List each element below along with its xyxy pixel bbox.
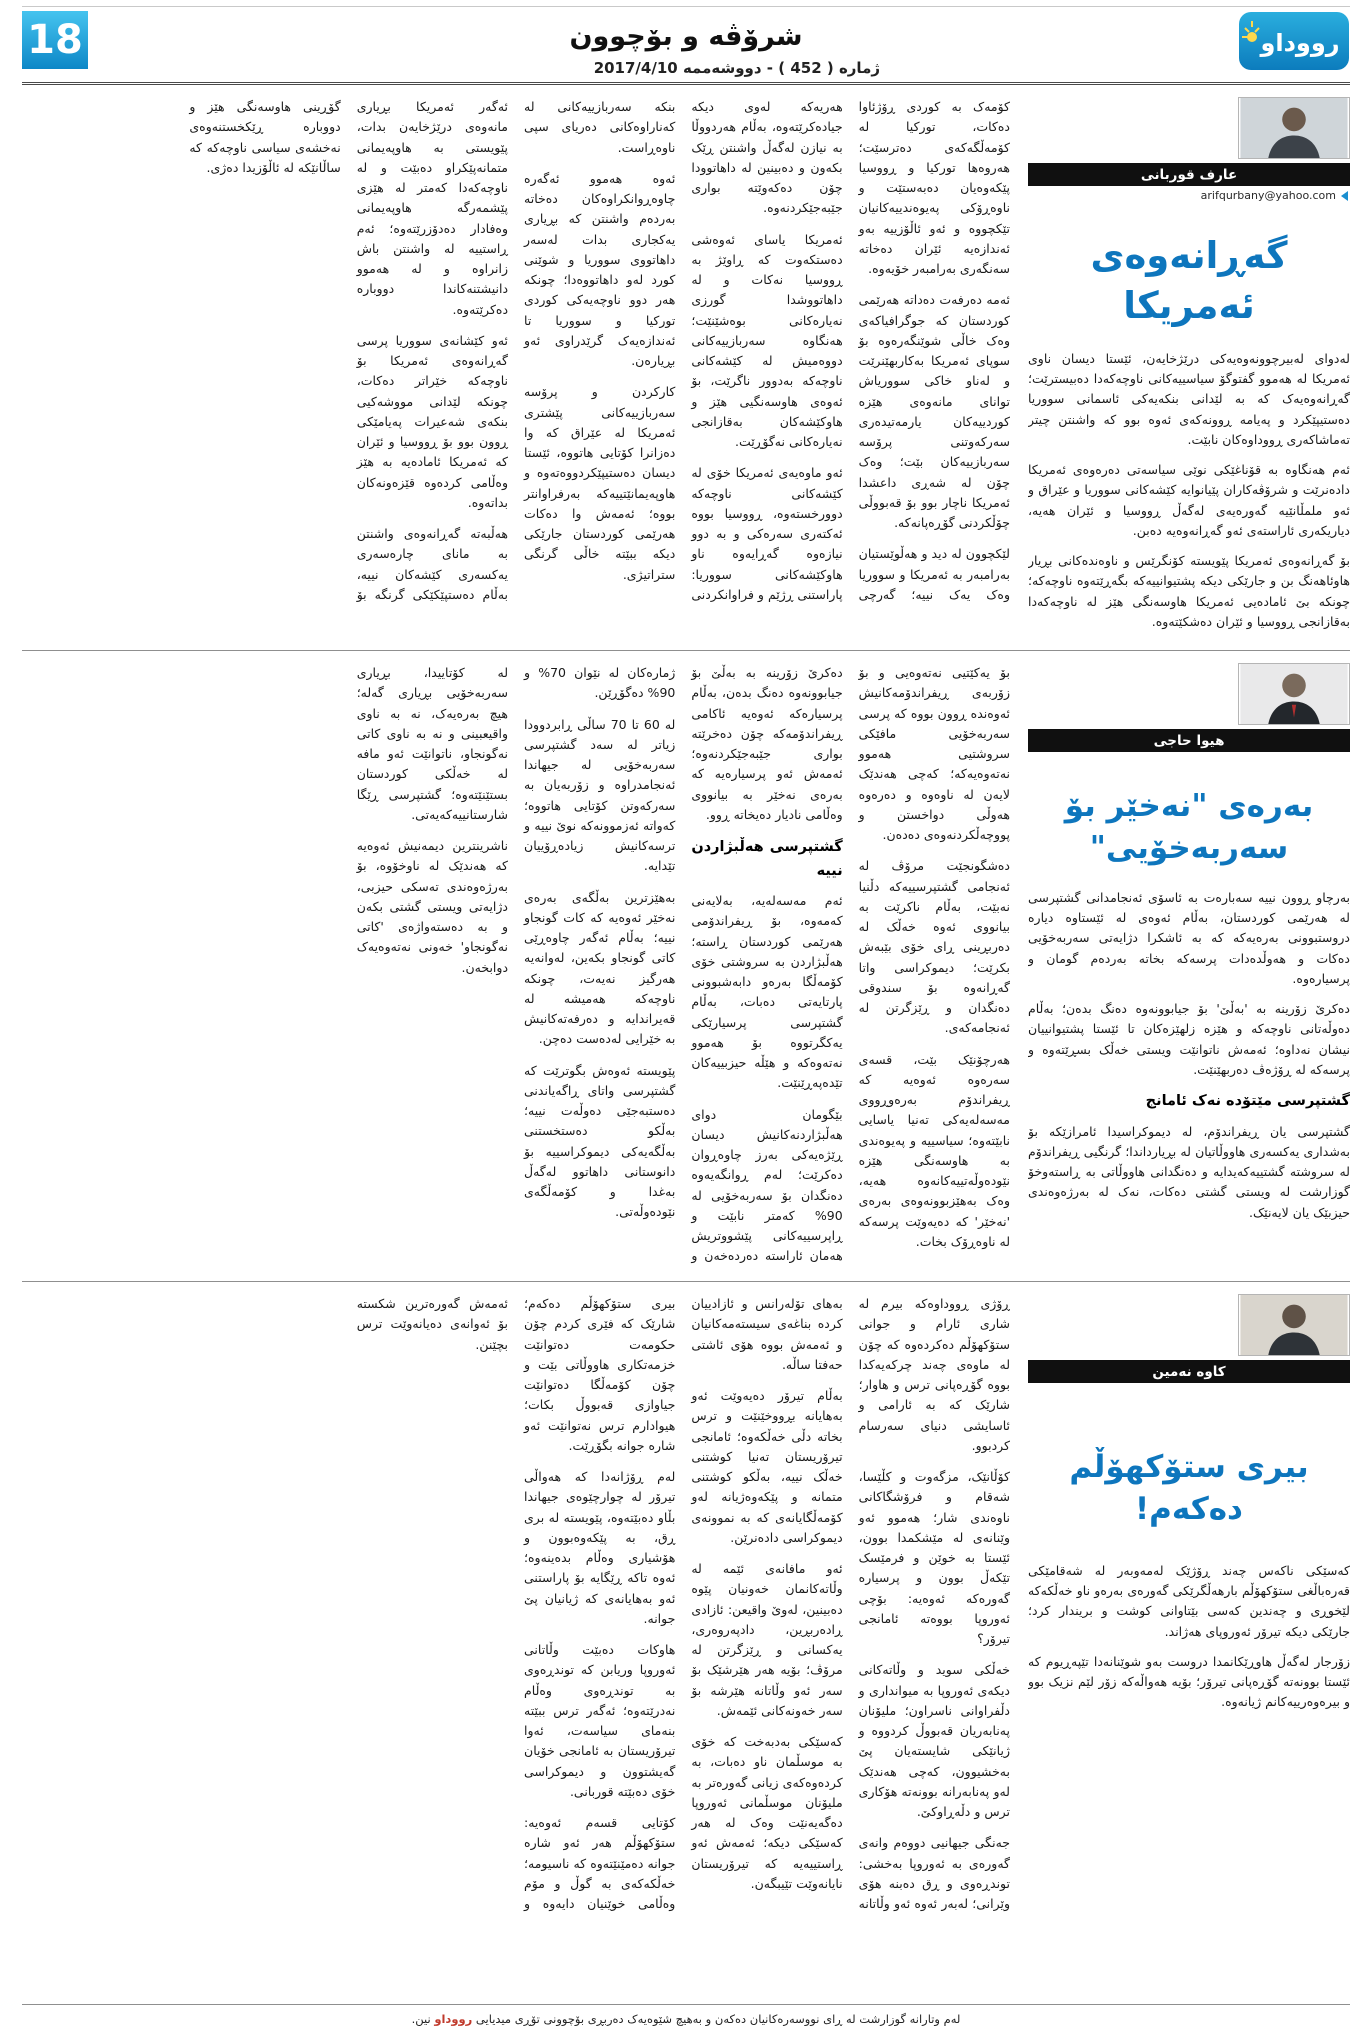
person-silhouette-icon bbox=[1239, 1295, 1349, 1355]
lead-paragraph: لەدوای لەبیرچوونەوەیەکی درێژخایەن، ئێستا دیسان ناوی ئەمریکا لە هەموو گفتوگۆ سیاسییەکانی ناوچەکەدا دەبیسترێت؛ گەڕانەوەیەک کە بە لێدانی بنکەیەکی ئاسمانی سووریا دەستیپێکرد و پەیامە ڕوونەکەی ئەوە بوو کە واشنتن چیتر تەماشاکەری ڕووداوەکان نابێت. bbox=[1028, 350, 1350, 447]
lead-paragraph: بەرچاو ڕوون نییە سەبارەت بە ئاسۆی ئەنجامدانی گشتپرسی لە هەرێمی کوردستان، بەڵام ئەوەی لە ئێستاوە دیارە دروستبوونی بەرەیەکە کە بە ئاشکرا دژایەتی سەربەخۆیی دەکات و هەوڵدەدات پرسەکە بخاتە بەردەم گومان و پرسیارەوە. bbox=[1028, 889, 1350, 986]
page-number: 18 bbox=[22, 11, 88, 69]
lead-paragraph: کەسێکی ناکەس چەند ڕۆژێک لەمەوبەر لە شەقامێکی قەرەباڵغی ستۆکهۆڵم بارهەڵگرێکی گەورەی بەرەو ناو خەڵکەکە لێخوڕی و چەندین کەسی بێتاوانی کوشت و بریندار کرد؛ جارێکی دیکە تیرۆر ئەوروپای هەژاند. bbox=[1028, 1562, 1350, 1639]
body-paragraph: کۆمەک بە کوردی ڕۆژئاوا دەکات، تورکیا لە کۆمەڵگەکەی دەترسێت؛ هەروەها تورکیا و ڕووسیا پێکەوەیان دەبەستێت و ناوەڕۆکی پەیوەندییەکانیان تێکچووە و ئەو ئاڵۆزییە بەو ئەندازەیە ئێران دەخاتە سەنگەری بەرامبەر خۆیەوە. bbox=[858, 99, 1010, 276]
body-paragraph: بێگومان دوای هەڵبژاردنەکانیش دیسان ڕێژەیەکی بەرز چاوەڕوان دەکرێت؛ لەم ڕوانگەیەوە دەنگدان بۆ سەربەخۆیی لە 90% کەمتر نابێت و ڕاپرسییەکانی پێشووتریش هەمان ئاراستە دەردەخەن و ژمارەکان لە نێوان 70% و 90% دەگۆڕێن. bbox=[524, 665, 843, 1264]
footer-text: نین. bbox=[411, 2012, 435, 2026]
body-paragraph: بیری ستۆکهۆڵم دەکەم؛ شارێک کە فێری کردم چۆن حکومەت دەتوانێت خزمەتکاری هاووڵاتی بێت و چۆن کۆمەڵگا دەتوانێت جیاوازی قەبووڵ بکات؛ هیوادارم ترس نەتوانێت ئەو شارە جوانە بگۆڕێت. bbox=[524, 1296, 676, 1453]
article-1-head bbox=[1028, 97, 1350, 642]
lead-paragraph: گشتپرسی یان ڕیفراندۆم، لە دیموکراسیدا ئامرازێکە بۆ بەشداری یەکسەری هاووڵاتیان لە بڕیارداندا؛ گرنگیی ڕیفراندۆم لە سروشتە گشتییەکەیدایە و دەنگدانی هاووڵاتی بە ڕاستەوخۆ گوزارشت لە ویستی گشتی دەکات، نەک لە بەرژەوەندی حیزبێک یان لایەنێک. bbox=[1028, 1123, 1350, 1220]
article-3-head bbox=[1028, 1294, 1350, 1934]
author-photo-hiwa bbox=[1238, 663, 1350, 725]
lead-paragraph: دەکرێ زۆرینە بە 'بەڵێ' بۆ جیابوونەوە دەنگ بدەن؛ بەڵام دەوڵەتانی ناوچەکە و هێزە زلهێزەکان تا ئێستا پشتیوانییان نیشان نەداوە؛ ئەمەش ناتوانێت ویستی خەڵک بسڕێتەوە و پرسەکە لە ڕۆژەڤ دەربهێنێت. bbox=[1028, 1001, 1350, 1077]
body-paragraph: هەڵبەتە گەڕانەوەی واشنتن بە مانای چارەسەری یەکسەری کێشەکان نییە، بەڵام دەستپێکێکی گرنگە بۆ گۆڕینی هاوسەنگی هێز و دووبارە ڕێکخستنەوەی نەخشەی سیاسی ناوچەکە کە ساڵانێکە لە ئاڵۆزیدا دەژی. bbox=[189, 99, 509, 602]
article-2-head bbox=[1028, 663, 1350, 1273]
article-1-body bbox=[22, 97, 1010, 617]
author-photo-kawa bbox=[1238, 1294, 1350, 1356]
article-2-body bbox=[22, 663, 1010, 1273]
body-paragraph: کەسێکی بەدبەخت کە خۆی بە موسڵمان ناو دەبات، بە کردەوەکەی زیانی گەورەتر بە ملیۆنان موسڵمانی ئەوروپا دەگەیەنێت وەک لە هەر کەسێکی دیکە؛ ئەمەش ئەو ڕاستییەیە کە تیرۆریستان نایانەوێت تێیبگەن. bbox=[691, 1734, 843, 1891]
footer-brand: رووداو bbox=[434, 2012, 473, 2026]
author-email-row bbox=[1028, 186, 1350, 205]
svg-text:رووداو: رووداو bbox=[1260, 29, 1340, 57]
body-paragraph: بەڵام تیرۆر دەیەوێت ئەو بەهایانە بڕووخێنێت و ترس بخاتە دڵی خەڵکەوە؛ ئامانجی تیرۆریستان تەنیا کوشتنی خەڵک نییە، بەڵکو کوشتنی متمانە و پێکەوەژیانە لەو کۆمەڵگایانەی کە بە نموونەی دیموکراسی دادەنرێن. bbox=[691, 1388, 843, 1545]
body-paragraph: ناشرینترین دیمەنیش ئەوەیە کە هەندێک لە ناوخۆوە، بۆ بەرژەوەندی تەسکی حیزبی، دژایەتی ویستی گشتی بکەن و بە دەستەواژەی 'کاتی نەگونجاو' خەونی نەتەوەیەک دوابخەن. bbox=[356, 838, 509, 975]
body-paragraph: بۆ یەکێتیی نەتەوەیی و بۆ زۆربەی ڕیفراندۆمەکانیش ئەوەندە ڕوون بووە کە پرسی سەربەخۆیی مافێکی سروشتیی هەموو نەتەوەیەکە؛ کەچی هەندێک لایەن لە ناوەوە و دەرەوە هەوڵی دواخستن و پووچەڵکردنەوەی دەدەن. bbox=[858, 665, 1010, 843]
headline-line-1: بەرەی "نەخێر بۆ bbox=[1064, 788, 1314, 825]
author-name: عارف قوربانی bbox=[1140, 166, 1238, 183]
author-photo-arif bbox=[1238, 97, 1350, 159]
author-name-bar bbox=[1028, 729, 1350, 752]
page-footer bbox=[22, 2004, 1350, 2026]
article-3-body bbox=[22, 1294, 1010, 1934]
lead-paragraph: بۆ گەڕانەوەی ئەمریکا پێویستە کۆنگرێس و ناوەندەکانی بڕیار هاوئاهەنگ بن و جارێکی دیکە پشتیوانییەکە بگەڕێتەوە ناوچەکە؛ چونکە بێ ئامادەیی ئەمریکا هاوسەنگی هێز لە ناوچەکەدا بەقازانجی ڕووسیا و ئێران دەشکێتەوە. bbox=[1028, 553, 1350, 629]
body-paragraph: لەم ڕۆژانەدا کە هەواڵی تیرۆر لە چوارچێوەی جیهاندا بڵاو دەبێتەوە، پێویستە لە بری ڕق، بە پێکەوەبوون و هۆشیاری وەڵام بدەینەوە؛ ئەوە تاکە ڕێگایە بۆ پاراستنی ئەو بەهایانەی کە ژیانیان پێ جوانە. bbox=[524, 1469, 676, 1626]
rudaw-logo bbox=[1238, 11, 1350, 75]
section-title: شرۆڤە و بۆچوون bbox=[569, 21, 803, 52]
lead-paragraph: زۆرجار لەگەڵ هاوڕێکانمدا دروست بەو شوێنانەدا تێپەڕیوم کە ئێستا بوونەتە گۆڕەپانی تیرۆر؛ بۆیە هەواڵەکە زۆر لێم نزیک بوو و بیرەوەرییەکانم ژیانەوە. bbox=[1028, 1653, 1350, 1710]
author-name: کاوە نەمین bbox=[1152, 1363, 1226, 1380]
body-paragraph: جەنگی جیهانیی دووەم وانەی گەورەی بە ئەوروپا بەخشی: توندڕەوی و ڕق دەبنە هۆی وێرانی؛ لەبەر ئەوە ئەو وڵاتانە بەهای تۆلەرانس و ئازادییان کردە بناغەی سیستەمەکانیان و ئەمەش بووە هۆی ئاشتی حەفتا ساڵە. bbox=[691, 1296, 1010, 1912]
body-paragraph: لە کۆتاییدا، بڕیاری سەربەخۆیی بڕیاری گەلە؛ هیچ بەرەیەک، نە بە ناوی واقیعبینی و نە بە ناوی کاتی نەگونجاو، ناتوانێت ئەو مافە لە خەڵکی کوردستان بستێنێتەوە؛ گشتپرسی ڕێگا شارستانییەکەیەتی. bbox=[356, 665, 509, 822]
body-paragraph: پێویستە ئەوەش بگوترێت کە گشتپرسی واتای ڕاگەیاندنی دەستبەجێی دەوڵەت نییە؛ بەڵکو دەستخستنی بەڵگەیەکی دیموکراسییە بۆ دانوستانی داهاتوو لەگەڵ بەغدا و کۆمەڵگەی نێودەوڵەتی. bbox=[524, 1062, 676, 1220]
article-headline bbox=[1032, 786, 1346, 870]
author-name-bar bbox=[1028, 1360, 1350, 1383]
article-lead bbox=[1028, 888, 1350, 1223]
author-name-bar bbox=[1028, 163, 1350, 186]
article-headline: گەڕانەوەی ئەمریکا bbox=[1090, 234, 1288, 327]
body-paragraph: ئەو ماوەیەی ئەمریکا خۆی لە کێشەکانی ناوچەکە دوورخستەوە، ڕووسیا بووە ئەکتەری سەرەکی و بە دوو نیازەوە گەڕایەوە ناو هاوکێشەکانی سووریا: پاراستنی ڕژێم و فراوانکردنی بنکە سەربازییەکانی لە کەناراوەکانی دەریای سپی ناوەڕاست. bbox=[524, 99, 843, 602]
author-name: هیوا حاجی bbox=[1153, 732, 1225, 749]
body-subhead: گشتپرسی هەڵبژاردن نییە bbox=[691, 839, 843, 879]
headline-line-2: سەربەخۆیی" bbox=[1089, 829, 1289, 866]
body-paragraph: ئەو کێشانەی سووریا پرسی گەڕانەوەی ئەمریکا بۆ ناوچەکە خێراتر دەکات، چونکە لێدانی مووشەکیی بنکەی شەعیرات پەیامێکی ڕوون بوو بۆ ڕووسیا و ئێران کە ئەمریکا ئامادەیە بە هێز وەڵامی کردەوە قێزەونەکان بداتەوە. bbox=[356, 332, 509, 510]
article-stockholm bbox=[22, 1282, 1350, 1942]
article-lead bbox=[1028, 349, 1350, 632]
issue-date-line: ژمارە ( 452 ) - دووشەممە 2017/4/10 bbox=[593, 59, 880, 77]
body-paragraph: ئەو مافانەی ئێمە لە وڵاتەکانمان خەونیان پێوە دەبینین، لەوێ واقیعن: ئازادی ڕادەربڕین، دادپەروەری، یەکسانی و ڕێزگرتن لە مرۆڤ؛ بۆیە هەر هێرشێک بۆ سەر ئەو وڵاتانە هێرشە بۆ سەر خەونەکانی ئێمەش. bbox=[691, 1561, 843, 1718]
body-paragraph: لێکچوون لە دید و هەڵوێستیان بەرامبەر بە ئەمریکا و سووریا وەک یەک نییە؛ گەرچی هەریەکە لەوی دیکە جیادەکرێتەوە، بەڵام هەردووڵا بە نیازن لەگەڵ واشنتن ڕێک بکەون و دەبینین لە داهاتوودا چۆن دەکەوێتە بواری جێبەجێکردنەوە. bbox=[691, 99, 1010, 602]
article-lead bbox=[1028, 1561, 1350, 1713]
author-email[interactable]: arifqurbany@yahoo.com bbox=[1200, 189, 1336, 202]
body-paragraph: هاوکات دەبێت وڵاتانی ئەوروپا وریابن کە توندڕەوی بە توندڕەوی وەڵام نەدرێتەوە؛ ئەگەر ترس ببێتە بنەمای سیاسەت، ئەوا تیرۆریستان بە ئامانجی خۆیان گەیشتوون و دیموکراسی خۆی دەبێتە قوربانی. bbox=[524, 1642, 676, 1799]
arrow-icon bbox=[1341, 191, 1348, 201]
body-paragraph: ئەگەر ئەمریکا بڕیاری مانەوەی درێژخایەن بدات، پێویستی بە هاوپەیمانی متمانەپێکراو دەبێت و لە ناوچەکەدا کەمتر لە هێزی پێشمەرگە هاوپەیمانی وەفادار دەدۆزرێتەوە؛ ئەم ڕاستییە لە واشنتن باش زانراوە و لە هەموو دانیشتنەکاندا دووبارە دەکرێتەوە. bbox=[356, 99, 509, 317]
body-paragraph: ئەمریکا یاسای ئەوەشی دەستکەوت کە ڕاوێژ بە ڕووسیا نەکات و لە داهاتووشدا گورزی نەیارەکانی بوەشێنێت؛ هەنگاوە سەربازییەکانی دووەمیش لە کێشەکانی ناوچەکە بەدوور ناگرێت، بۆ ئەوەی هاوسەنگیی هێز و هاوکێشەکان بەقازانجی نەیارەکانی نەگۆڕێت. bbox=[691, 231, 843, 449]
person-silhouette-icon bbox=[1239, 98, 1349, 158]
lead-paragraph: ئەم هەنگاوە بە قۆناغێکی نوێی سیاسەتی دەرەوەی ئەمریکا دادەنرێت و شرۆڤەکاران پێیانوایە کێشەکانی سووریا و عێراق و ئەو ملمڵانێیە گەورەیەی لەگەڵ ڕووسیا و ئێران هەیە، دیاریکەری ئاراستەی ئەو گەڕانەوەیە دەبن. bbox=[1028, 462, 1350, 538]
article-no-to-independence bbox=[22, 651, 1350, 1281]
body-paragraph: ئەوە هەموو ئەگەرە چاوەڕوانکراوەکان دەخاتە بەردەم واشنتن کە بڕیاری یەکجاری بدات لەسەر داهاتووی سووریا و شوێنی کورد لەو داهاتووەدا؛ چونکە هەر دوو ناوچەیەکی کوردی تورکیا و سووریا تا ئەندازەیەک گرێدراوی ئەو بڕیارەن. bbox=[524, 170, 676, 368]
lead-subhead: گشتپرسی مێتۆدە نەک ئامانج bbox=[1145, 1093, 1350, 1110]
body-paragraph: ڕۆژی ڕووداوەکە بیرم لە شاری ئارام و جوانی ستۆکهۆڵم دەکردەوە کە چۆن لە ماوەی چەند چرکەیەکدا بووە گۆڕەپانی ترس و هاوار؛ شارێک کە بە ئارامی و ئاسایشی دنیای سەرسام کردبوو. bbox=[858, 1296, 1010, 1453]
body-paragraph: بەهێزترین بەڵگەی بەرەی نەخێر ئەوەیە کە کات گونجاو نییە؛ بەڵام ئەگەر چاوەڕێی کاتی گونجاو بکەین، لەوانەیە هەرگیز نەیەت، چونکە ناوچەکە هەمیشە لە قەیراندایە و دەرفەتەکانیش بە خێرایی لەدەست دەچن. bbox=[524, 889, 676, 1047]
article-headline: بیری ستۆکهۆڵم دەکەم! bbox=[1069, 1449, 1309, 1527]
body-paragraph: کارکردن و پرۆسە سەربازییەکانی پێشتری ئەمریکا لە عێراق کە وا دەزانرا کۆتایی هاتووە، ئێستا دیسان دەستیپێکردووەتەوە و هاوپەیمانێتییەکە بەرفراوانتر بووە؛ ئەمەش وا دەکات هەرێمی کوردستان جارێکی دیکە ببێتە خاڵی گرنگی ستراتیژی. bbox=[524, 384, 676, 582]
footer-text: لەم وتارانە گوزارشت لە ڕای نووسەرەکانیان دەکەن و بەهیچ شێوەیەک دەربڕی بۆچوونی تۆڕی میدیایی bbox=[472, 2012, 961, 2026]
body-paragraph: کۆڵانێک، مزگەوت و کڵێسا، شەقام و فرۆشگاکانی ناوەندی شار؛ هەموو ئەو وێنانەی لە مێشکمدا بوون، ئێستا بە خوێن و فرمێسک تێکەڵ بوون و پرسیارە گەورەکە ئەوەیە: بۆچی ئەوروپا بووەتە ئامانجی تیرۆر؟ bbox=[858, 1469, 1010, 1647]
body-paragraph: دەکرێ زۆرینە بە بەڵێ بۆ جیابوونەوە دەنگ بدەن، بەڵام پرسیارەکە ئەوەیە ئاکامی ڕیفراندۆمەکە چۆن دەخرێتە بواری جێبەجێکردنەوە؛ ئەمەش ئەو پرسیارەیە کە بەرەی نەخێر بە بیانووی وەڵامی نادیار دەیخاتە ڕوو. bbox=[691, 665, 843, 822]
body-paragraph: خەڵکی سوید و وڵاتەکانی دیکەی ئەوروپا بە میوانداری و دڵفراوانی ناسراون؛ ملیۆنان پەنابەریان قەبووڵ کردووە و ژیانێکی شایستەیان پێ بەخشیوون، کەچی هەندێک لەو پەنابەرانە بوونەتە هۆکاری ترس و دڵەڕاوکێ. bbox=[858, 1662, 1010, 1820]
body-paragraph: ئەم مەسەلەیە، بەلایەنی کەمەوە، بۆ ڕیفراندۆمی هەرێمی کوردستان ڕاستە؛ هەڵبژاردن بە سروشتی خۆی کۆمەڵگا بەرەو دابەشبوونی پارتایەتی دەبات، بەڵام گشتپرسی پرسیارێکی یەکگرتووە بۆ هەموو نەتەوەکە و هێڵە حیزبییەکان تێدەپەڕێنێت. bbox=[691, 893, 843, 1091]
person-silhouette-icon bbox=[1239, 664, 1349, 724]
body-paragraph: ئەمە دەرفەت دەداتە هەرێمی کوردستان کە جوگرافیاکەی وەک خاڵی شوێنگەرەوە بۆ سوپای ئەمریکا بەکاربهێنرێت و لەناو خاکی سووریاش توانای مانەوەی هێزە کوردییەکان یارمەتیدەری سەرکەوتنی پرۆسە سەربازییەکان بێت؛ وەک چۆن لە شەڕی داعشدا ئەمریکا ناچار بوو بۆ قەبووڵی چۆڵکردنی گۆڕەپانەکە. bbox=[858, 292, 1010, 530]
body-paragraph: کۆتایی قسەم ئەوەیە: ستۆکهۆڵم هەر ئەو شارە جوانە دەمێنێتەوە کە ناسیومە؛ خەڵکەکەی بە گوڵ و مۆم وەڵامی خوێنیان دایەوە و ئەمەش گەورەترین شکستە بۆ ئەوانەی دەیانەوێت ترس بچێنن. bbox=[356, 1296, 676, 1912]
body-paragraph: هەرچۆنێک بێت، قسەی سەرەوە ئەوەیە کە ڕیفراندۆم بەرەوڕووی مەسەلەیەکی تەنیا یاسایی نابێتەوە؛ سیاسییە و پەیوەندی بە هاوسەنگی هێزە نێودەوڵەتییەکانەوە هەیە، وەک بەهێزبوونەوەی بەرەی 'نەخێر' کە دەیەوێت پرسەکە لە ناوەڕۆک بخات. bbox=[858, 1051, 1010, 1249]
rudaw-logo-icon bbox=[1238, 11, 1350, 71]
article-america-return bbox=[22, 85, 1350, 650]
body-paragraph: لە 60 تا 70 ساڵی ڕابردوودا زیاتر لە سەد گشتپرسی سەربەخۆیی لە جیهاندا ئەنجامدراوە و زۆربەیان بە سەرکەوتن کۆتایی هاتووە؛ کەواتە ئەزموونەکە نوێ نییە و ترسەکانیش زیادەڕۆییان تێدایە. bbox=[524, 716, 676, 874]
body-paragraph: دەشگونجێت مرۆڤ لە ئەنجامی گشتپرسییەکە دڵنیا نەبێت، بەڵام ناکرێت بە بیانووی ئەوە خەڵک لە دەربڕینی ڕای خۆی بێبەش بکرێت؛ دیموکراسی واتا گەڕانەوە بۆ سندوقی دەنگدان و ڕێزگرتن لە ئەنجامەکەی. bbox=[858, 858, 1010, 1036]
page-header bbox=[22, 7, 1350, 85]
